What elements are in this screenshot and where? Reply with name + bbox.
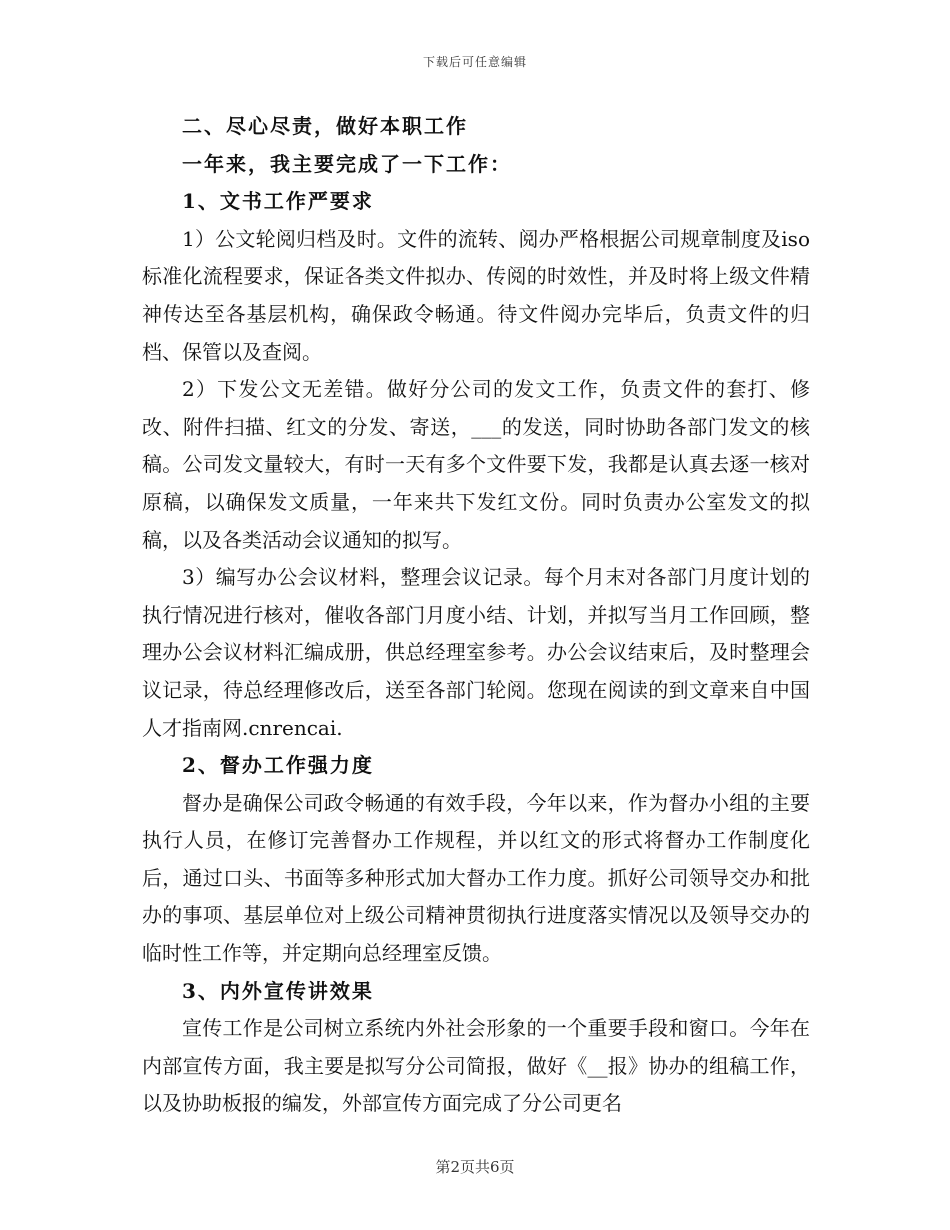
section-heading: 一年来，我主要完成了一下工作：	[182, 151, 512, 176]
section-heading: 1、文书工作严要求	[182, 189, 374, 214]
body-paragraph: 1）公文轮阅归档及时。文件的流转、阅办严格根据公司规章制度及iso标准化流程要求，保证各类文件拟办、传阅的时效性，并及时将上级文件精神传达至各基层机构，确保政令畅通。待文件阅办完毕后，负责文件的归档、保管以及查阅。	[142, 226, 810, 364]
section-heading: 二、尽心尽责，做好本职工作	[182, 114, 468, 138]
page-number: 第2页共6页	[435, 1158, 515, 1176]
body-paragraph: 3）编写办公会议材料，整理会议记录。每个月末对各部门月度计划的执行情况进行核对，催收各部门月度小结、计划，并拟写当月工作回顾，整理办公会议材料汇编成册，供总经理室参考。办公会议结束后，及时整理会议记录，待总经理修改后，送至各部门轮阅。您现在阅读的到文章来自中国人才指南网.cnrencai.	[142, 565, 810, 740]
document-body	[142, 108, 810, 1123]
section-heading: 2、督办工作强力度	[182, 753, 374, 778]
body-paragraph: 宣传工作是公司树立系统内外社会形象的一个重要手段和窗口。今年在内部宣传方面，我主要是拟写分公司简报，做好《__报》协办的组稿工作，以及协助板报的编发，外部宣传方面完成了分公司更名	[142, 1016, 810, 1116]
body-paragraph: 督办是确保公司政令畅通的有效手段，今年以来，作为督办小组的主要执行人员，在修订完善督办工作规程，并以红文的形式将督办工作制度化后，通过口头、书面等多种形式加大督办工作力度。抓好公司领导交办和批办的事项、基层单位对上级公司精神贯彻执行进度落实情况以及领导交办的临时性工作等，并定期向总经理室反馈。	[142, 790, 810, 966]
section-heading: 3、内外宣传讲效果	[182, 978, 374, 1003]
page-header: 下载后可任意编辑	[422, 55, 527, 69]
body-paragraph: 2）下发公文无差错。做好分公司的发文工作，负责文件的套打、修改、附件扫描、红文的分发、寄送，___的发送，同时协助各部门发文的核稿。公司发文量较大，有时一天有多个文件要下发，我都是认真去逐一核对原稿，以确保发文质量，一年来共下发红文份。同时负责办公室发文的拟稿，以及各类活动会议通知的拟写。	[142, 377, 810, 552]
